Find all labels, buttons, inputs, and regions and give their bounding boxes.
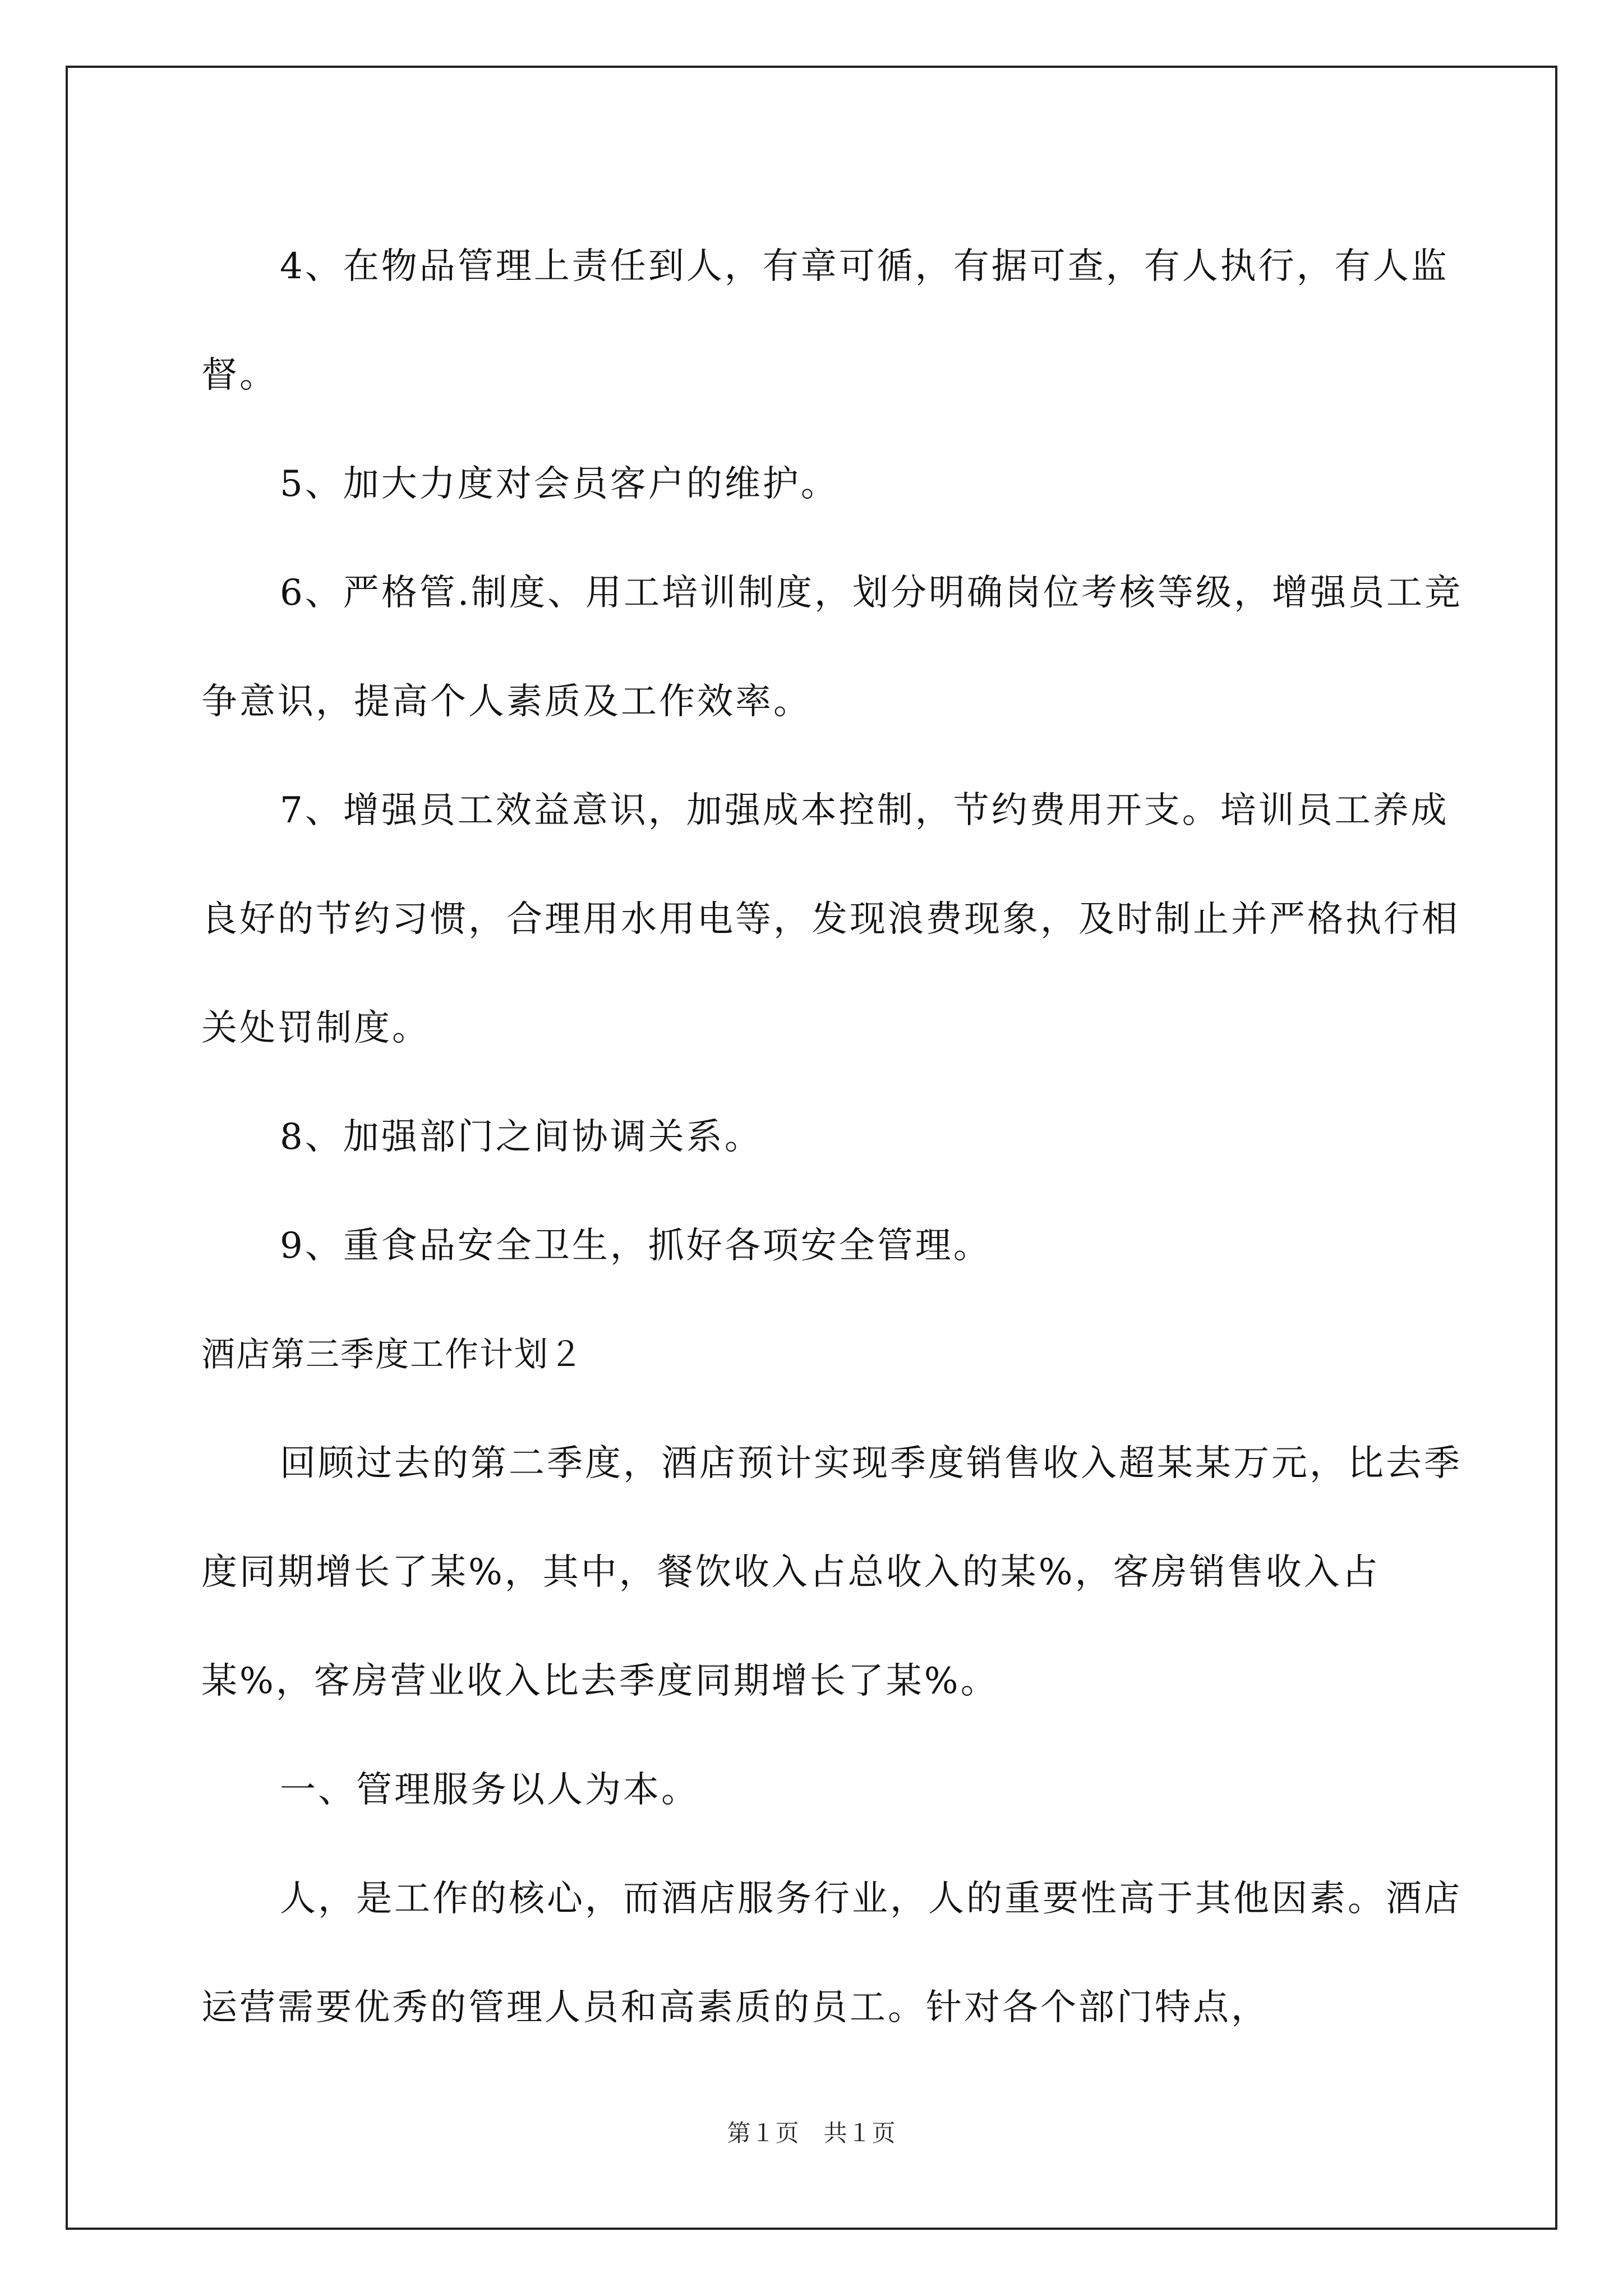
paragraph-item-6: 6、严格管.制度、用工培训制度，划分明确岗位考核等级，增强员工竞争意识，提高个人素质及工作效率。 [201,572,1463,723]
document-body [201,212,1480,2062]
page-footer: 第１页 共１页 [727,2119,896,2147]
paragraph-review: 回顾过去的第二季度，酒店预计实现季度销售收入超某某万元，比去季度同期增长了某%，其中，餐饮收入占总收入的某%，客房销售收入占某%，客房营业收入比去季度同期增长了某%。 [201,1443,1462,1702]
paragraph-item-8: 8、加强部门之间协调关系。 [280,1116,763,1158]
paragraph-item-9: 9、重食品安全卫生，抓好各项安全管理。 [280,1225,992,1267]
section-title: 酒店第三季度工作计划２ [201,1335,584,1374]
paragraph-item-7: 7、增强员工效益意识，加强成本控制，节约费用开支。培训员工养成良好的节约习惯，合理用水用电等，发现浪费现象，及时制止并严格执行相关处罚制度。 [201,790,1460,1049]
paragraph-people-core: 人，是工作的核心，而酒店服务行业，人的重要性高于其他因素。酒店运营需要优秀的管理人员和高素质的员工。针对各个部门特点， [201,1878,1462,2028]
paragraph-item-4: 4、在物品管理上责任到人，有章可循，有据可查，有人执行，有人监督。 [201,246,1449,396]
paragraph-heading-one: 一、管理服务以人为本。 [280,1769,699,1811]
paragraph-item-5: 5、加大力度对会员客户的维护。 [280,463,839,505]
